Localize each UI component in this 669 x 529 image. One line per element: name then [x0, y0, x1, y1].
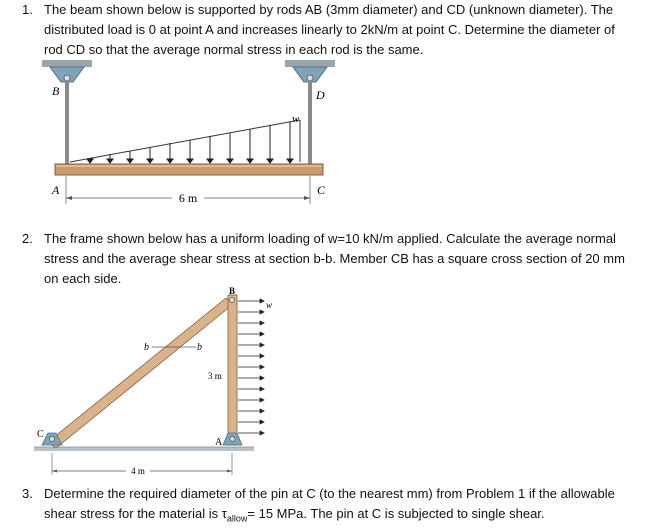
rod-CD [308, 80, 312, 164]
problem-1-line-3: rod CD so that the average normal stress in each rod is the same. [44, 42, 424, 57]
member-AB [228, 295, 237, 445]
problem-3-text [44, 484, 656, 529]
label-3m: 3 m [208, 371, 222, 381]
uniform-load-arrows [238, 299, 264, 435]
problem-3-line-2 [44, 504, 656, 529]
label-C: C [37, 429, 44, 440]
problem-3-line-2-pre: shear stress for the material is [44, 506, 222, 521]
dimension-label-4m: 4 m [131, 466, 145, 476]
label-B: B [229, 286, 236, 296]
label-w: w [292, 113, 300, 125]
problem-1-number: 1. [22, 2, 33, 17]
problem-1-text [44, 0, 656, 60]
problem-2-line-3: on each side. [44, 271, 122, 286]
figure-2-frame-diagram [30, 285, 290, 485]
problem-2-number: 2. [22, 231, 33, 246]
problem-3-line-1: Determine the required diameter of the pin at C (to the nearest mm) from Problem 1 if the allowable [44, 486, 615, 501]
tau-symbol: τ [221, 506, 227, 521]
member-CB [48, 298, 232, 448]
label-D: D [316, 88, 325, 102]
problem-2-line-2: stress and the average shear stress at section b-b. Member CB has a square cross section of 20 mm [44, 251, 625, 266]
label-C: C [317, 183, 326, 197]
rod-AB [65, 80, 69, 164]
problem-3-line-2-post: = 15 MPa. The pin at C is subjected to single shear. [247, 506, 545, 521]
label-A: A [52, 183, 60, 197]
pin-B [230, 298, 235, 303]
label-b-right: b [197, 342, 202, 353]
problem-1-line-1: The beam shown below is supported by rods AB (3mm diameter) and CD (unknown diameter). The [44, 2, 614, 17]
label-B: B [52, 84, 60, 98]
label-b-left: b [144, 342, 149, 353]
problem-2-text [44, 229, 656, 289]
distributed-load-outline [70, 120, 300, 162]
dimension-label-6m: 6 m [178, 191, 198, 205]
support-D [285, 60, 335, 82]
problem-3-number: 3. [22, 486, 33, 501]
load-arrows [87, 122, 293, 163]
tau-subscript: allow [226, 513, 248, 524]
label-w: w [266, 300, 273, 310]
figure-1-beam-diagram [30, 58, 350, 218]
support-B [42, 60, 92, 82]
problem-2-line-1: The frame shown below has a uniform loading of w=10 kN/m applied. Calculate the average normal [44, 231, 616, 246]
problem-1-line-2: distributed load is 0 at point A and increases linearly to 2kN/m at point C. Determine the diameter of [44, 22, 615, 37]
support-A [223, 433, 242, 445]
label-A: A [215, 437, 223, 448]
